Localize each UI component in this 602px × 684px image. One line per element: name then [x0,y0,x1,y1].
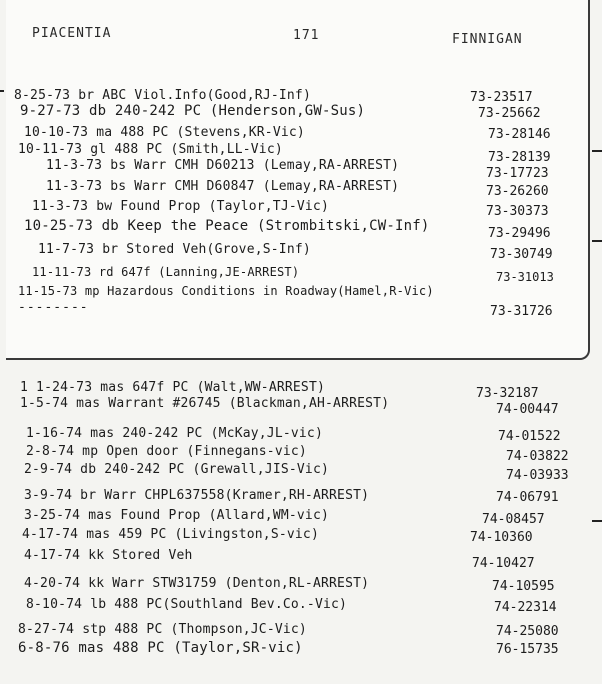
card-header-number: 171 [293,28,320,43]
card-entry-number: 73-17723 [486,166,549,181]
card-entry-number: 73-25662 [478,106,541,121]
entry-text: 3-9-74 br Warr CHPL637558(Kramer,RH-ARREST) [24,488,370,503]
entry-number: 74-25080 [496,624,559,639]
card-dashes: -------- [18,300,89,315]
entry-number: 74-00447 [496,402,559,417]
entry-number: 73-32187 [476,386,539,401]
card-header-location: FINNIGAN [452,32,523,47]
card-entry-number: 73-30373 [486,204,549,219]
card-entry-number: 73-26260 [486,184,549,199]
card-entry-text: 11-3-73 bs Warr CMH D60213 (Lemay,RA-ARREST) [46,158,400,173]
entry-number: 74-01522 [498,429,561,444]
entry-text: 6-8-76 mas 488 PC (Taylor,SR-vic) [18,640,303,656]
edge-mark [592,240,602,242]
card-entry-text: 11-3-73 bw Found Prop (Taylor,TJ-Vic) [32,199,329,214]
edge-mark [0,90,4,92]
card-entry-text: 10-11-73 gl 488 PC (Smith,LL-Vic) [18,142,283,157]
card-entry-number: 73-28146 [488,127,551,142]
entry-number: 74-10360 [470,530,533,545]
card-entry-text: 11-11-73 rd 647f (Lanning,JE-ARREST) [32,265,300,279]
card-header-name: PIACENTIA [32,26,112,41]
card-entry-number: 73-29496 [488,226,551,241]
entry-text: 4-20-74 kk Warr STW31759 (Denton,RL-ARREST) [24,576,370,591]
card-entry-number: 73-31726 [490,304,553,319]
entry-text: 1-16-74 mas 240-242 PC (McKay,JL-vic) [26,426,323,441]
card-entry-text: 8-25-73 br ABC Viol.Info(Good,RJ-Inf) [14,88,311,103]
edge-mark [592,520,602,522]
card-entry-text: 11-7-73 br Stored Veh(Grove,S-Inf) [38,242,311,257]
entry-text: 2-8-74 mp Open door (Finnegans-vic) [26,444,307,459]
entry-text: 1-5-74 mas Warrant #26745 (Blackman,AH-ARREST) [20,396,390,411]
entry-number: 74-10427 [472,556,535,571]
entry-number: 74-03933 [506,468,569,483]
index-card [6,0,590,360]
card-entry-number: 73-28139 [488,150,551,165]
entry-text: 8-27-74 stp 488 PC (Thompson,JC-Vic) [18,622,307,637]
card-entry-text: 10-10-73 ma 488 PC (Stevens,KR-Vic) [24,125,305,140]
card-entry-text: 11-15-73 mp Hazardous Conditions in Roadway(Hamel,R-Vic) [18,284,434,298]
entry-text: 4-17-74 kk Stored Veh [24,548,193,563]
card-entry-number: 73-31013 [496,270,554,284]
card-entry-text: 10-25-73 db Keep the Peace (Strombitski,CW-Inf) [24,218,430,234]
card-entry-number: 73-23517 [470,90,533,105]
entry-number: 74-10595 [492,579,555,594]
entry-text: 3-25-74 mas Found Prop (Allard,WM-vic) [24,508,330,523]
entry-text: 8-10-74 lb 488 PC(Southland Bev.Co.-Vic) [26,597,348,612]
card-entry-number: 73-30749 [490,247,553,262]
entry-number: 74-03822 [506,449,569,464]
card-entry-text: 9-27-73 db 240-242 PC (Henderson,GW-Sus) [20,103,366,119]
entry-text: 2-9-74 db 240-242 PC (Grewall,JIS-Vic) [24,462,330,477]
edge-mark [592,150,602,152]
entry-text: 4-17-74 mas 459 PC (Livingston,S-vic) [22,527,319,542]
entry-number: 76-15735 [496,642,559,657]
entry-text: 1 1-24-73 mas 647f PC (Walt,WW-ARREST) [20,380,326,395]
entry-number: 74-22314 [494,600,557,615]
entry-number: 74-08457 [482,512,545,527]
entry-number: 74-06791 [496,490,559,505]
card-entry-text: 11-3-73 bs Warr CMH D60847 (Lemay,RA-ARREST) [46,179,400,194]
